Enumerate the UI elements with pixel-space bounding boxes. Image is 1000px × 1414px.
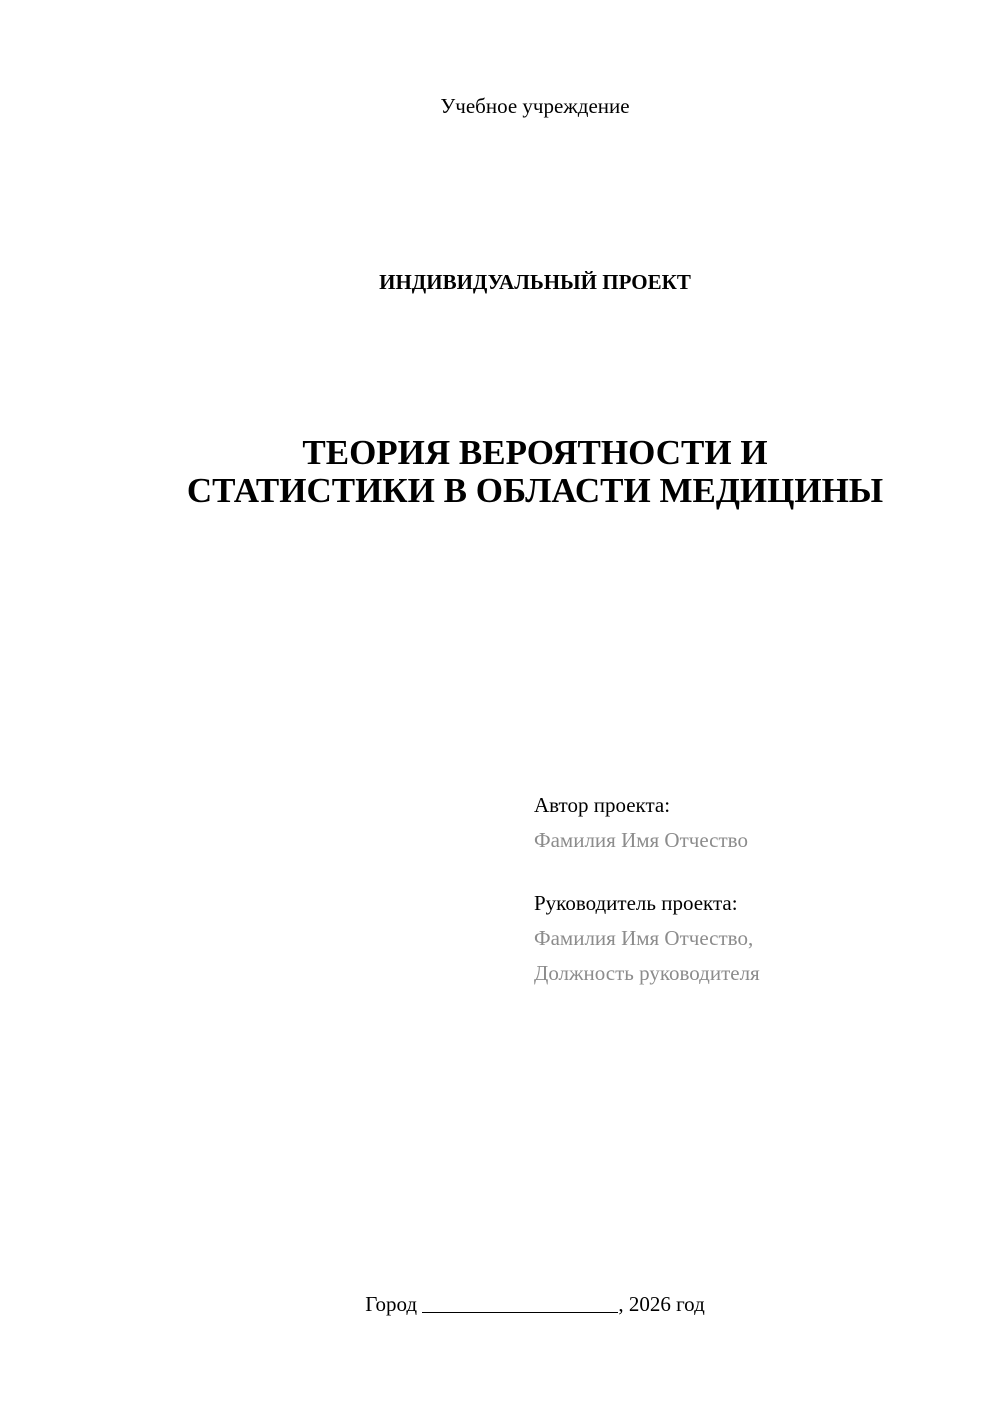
supervisor-name: Фамилия Имя Отчество, — [534, 926, 754, 950]
year-text: , 2026 год — [618, 1292, 705, 1316]
project-title — [0, 434, 1000, 510]
project-info-block — [534, 788, 760, 991]
project-type-heading: ИНДИВИДУАЛЬНЫЙ ПРОЕКТ — [379, 270, 691, 294]
city-blank-line — [422, 1292, 618, 1313]
project-title-line-1: ТЕОРИЯ ВЕРОЯТНОСТИ И — [302, 433, 768, 472]
city-label: Город — [365, 1292, 418, 1316]
author-name: Фамилия Имя Отчество — [534, 828, 748, 852]
author-label: Автор проекта: — [534, 793, 671, 817]
institution-name: Учебное учреждение — [440, 94, 630, 118]
project-title-line-2: СТАТИСТИКИ В ОБЛАСТИ МЕДИЦИНЫ — [186, 471, 884, 510]
supervisor-position: Должность руководителя — [534, 961, 760, 985]
city-year-line — [0, 1290, 1000, 1318]
supervisor-label: Руководитель проекта: — [534, 891, 738, 915]
info-spacer — [534, 858, 760, 886]
